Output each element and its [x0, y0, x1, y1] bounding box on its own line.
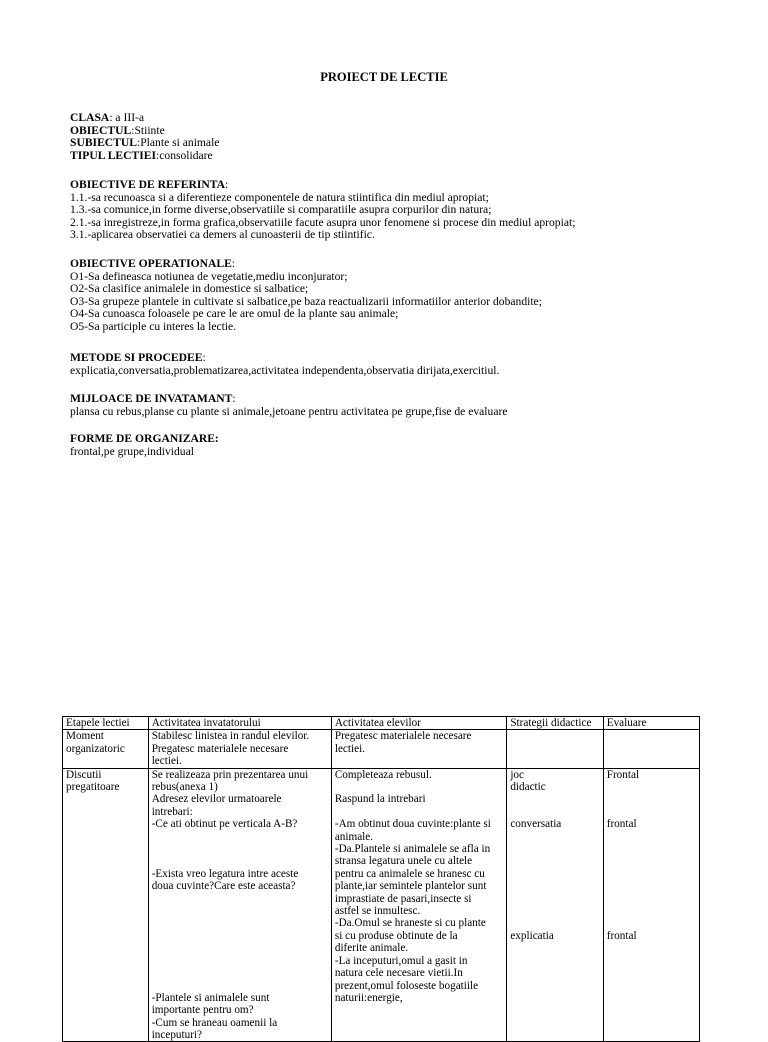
cell-line: [607, 868, 696, 880]
cell-line: [510, 831, 599, 843]
section-obiective-referinta: [70, 179, 730, 242]
list-item: O1-Sa defineasca notiunea de vegetatie,mediu inconjurator;: [70, 269, 348, 283]
cell-line: natura cele necesare vietii.In: [334, 967, 463, 980]
header-evaluare: Evaluare: [603, 717, 699, 730]
cell-students: [331, 730, 506, 768]
cell-line: [607, 855, 696, 867]
cell-line: [607, 880, 696, 892]
list-item: 3.1.-aplicarea observatiei ca demers al cunoasterii de tip stiintific.: [70, 228, 375, 241]
section-heading: OBIECTIVE DE REFERINTA:: [70, 178, 229, 191]
cell-line: Adresez elevilor urmatoarele: [151, 793, 282, 806]
cell-line: [510, 917, 599, 929]
cell-line: [152, 930, 328, 942]
cell-line: [607, 905, 696, 917]
cell-line: -Plantele si animalele sunt: [151, 991, 270, 1004]
cell-line: -La inceputuri,omul a gasit in: [334, 954, 468, 967]
cell-line: -Da.Plantele si animalele se afla in: [334, 843, 491, 856]
cell-line: [607, 793, 696, 805]
cell-line: astfel se inmultesc.: [334, 905, 421, 918]
cell-line: [510, 806, 599, 818]
cell-line: [510, 905, 599, 917]
cell-line: [335, 781, 503, 793]
cell-line: [335, 806, 503, 818]
cell-eval: [603, 768, 699, 1042]
cell-line: [152, 843, 328, 855]
cell-line: Frontal: [606, 768, 640, 781]
cell-line: [510, 880, 599, 892]
cell-line: -Cum se hraneau oamenii la: [151, 1016, 278, 1029]
cell-line: si cu produse obtinute de la: [334, 929, 458, 942]
cell-line: Pregatesc materialele necesare: [334, 730, 472, 743]
list-item: O2-Sa clasifice animalele in domestice si salbatice;: [70, 282, 309, 295]
cell-line: [510, 868, 599, 880]
cell-line: stransa legatura unele cu altele: [334, 855, 473, 868]
cell-strategy: [507, 768, 603, 1042]
info-obiectul: OBIECTUL:Stiinte: [70, 123, 165, 137]
cell-line: [510, 893, 599, 905]
cell-teacher: [148, 768, 331, 1042]
cell-line: frontal: [606, 929, 637, 942]
cell-line: [607, 806, 696, 818]
cell-line: [510, 855, 599, 867]
cell-line: [607, 893, 696, 905]
cell-line: [152, 967, 328, 979]
cell-line: [152, 955, 328, 967]
cell-line: joc: [510, 768, 524, 781]
cell-line: [152, 917, 328, 929]
cell-line: Raspund la intrebari: [334, 793, 426, 806]
section-text: explicatia,conversatia,problematizarea,activitatea independenta,observatia dirijata,exercitiul.: [70, 363, 500, 377]
table-row: [63, 768, 700, 1042]
cell-line: Pregatesc materialele necesare: [151, 742, 289, 755]
cell-line: -Ce ati obtinut pe verticala A-B?: [151, 818, 298, 831]
cell-line: organizatoric: [66, 742, 125, 755]
cell-line: [510, 843, 599, 855]
header-strategii: Strategii didactice: [507, 717, 603, 730]
cell-line: Discutii: [66, 768, 102, 781]
cell-line: [152, 855, 328, 867]
cell-line: animale.: [334, 830, 374, 843]
cell-line: [607, 781, 696, 793]
cell-stage: [63, 730, 149, 768]
cell-line: lectiei.: [151, 755, 182, 768]
cell-line: [152, 979, 328, 991]
header-etapele: Etapele lectiei: [63, 717, 149, 730]
cell-line: frontal: [606, 818, 637, 831]
cell-line: explicatia: [510, 929, 554, 942]
cell-line: [152, 905, 328, 917]
info-tipul-lectiei: TIPUL LECTIEI:consolidare: [70, 148, 213, 162]
cell-line: -Exista vreo legatura intre aceste: [151, 867, 299, 880]
lesson-table: [62, 716, 700, 1042]
cell-line: [152, 893, 328, 905]
section-forme: [70, 433, 730, 458]
cell-line: Se realizeaza prin prezentarea unui: [151, 768, 309, 781]
section-mijloace: [70, 393, 730, 418]
cell-line: didactic: [510, 781, 546, 794]
cell-line: -Da.Omul se hraneste si cu plante: [334, 917, 486, 930]
header-activitatea-invatatorului: Activitatea invatatorului: [148, 717, 331, 730]
cell-line: prezent,omul foloseste bogatiile: [334, 979, 479, 992]
cell-line: Moment: [66, 730, 104, 743]
document-title: PROIECT DE LECTIE: [320, 70, 448, 84]
cell-students: [331, 768, 506, 1042]
section-heading: OBIECTIVE OPERATIONALE:: [70, 257, 236, 270]
cell-line: naturii:energie,: [334, 991, 403, 1004]
cell-stage: [63, 768, 149, 1042]
info-subiectul: SUBIECTUL:Plante si animale: [70, 136, 220, 149]
section-obiective-operationale: [70, 258, 730, 333]
cell-line: diferite animale.: [334, 942, 409, 955]
cell-line: Completeaza rebusul.: [334, 768, 432, 781]
section-heading: FORME DE ORGANIZARE:: [70, 432, 219, 445]
section-heading: METODE SI PROCEDEE:: [70, 351, 206, 364]
lesson-info: [70, 112, 730, 162]
section-heading: MIJLOACE DE INVATAMANT:: [70, 392, 236, 405]
list-item: O4-Sa cunoasca foloasele pe care le are omul de la plante sau animale;: [70, 307, 399, 320]
cell-line: [607, 831, 696, 843]
list-item: 2.1.-sa inregistreze,in forma grafica,observatiile facute asupra unor fenomene si procese din mediul apropiat;: [70, 215, 576, 229]
cell-line: [510, 793, 599, 805]
cell-line: rebus(anexa 1): [151, 781, 218, 794]
cell-line: pentru ca animalele se hranesc cu: [334, 867, 485, 880]
info-clasa: CLASA: a III-a: [70, 111, 145, 124]
cell-line: inceputuri?: [151, 1028, 203, 1041]
list-item: 1.3.-sa comunice,in forme diverse,observatiile si comparatiile asupra corpurilor din natura;: [70, 203, 492, 216]
list-item: O5-Sa participle cu interes la lectie.: [70, 319, 237, 333]
cell-line: conversatia: [510, 818, 562, 831]
cell-line: doua cuvinte?Care este aceasta?: [151, 880, 296, 893]
cell-line: [152, 831, 328, 843]
header-activitatea-elevilor: Activitatea elevilor: [331, 717, 506, 730]
list-item: O3-Sa grupeze plantele in cultivate si salbatice,pe baza reactualizarii informatiilor anterior dobandite;: [70, 294, 542, 308]
cell-teacher: [148, 730, 331, 768]
cell-line: [607, 843, 696, 855]
cell-line: importante pentru om?: [151, 1004, 254, 1017]
cell-strategy: [507, 730, 603, 768]
cell-line: imprastiate de pasari,insecte si: [334, 892, 472, 905]
list-item: 1.1.-sa recunoasca si a diferentieze componentele de natura stiintifica din mediul apropiat;: [70, 190, 489, 204]
cell-line: lectiei.: [334, 742, 365, 755]
cell-line: -Am obtinut doua cuvinte:plante si: [334, 818, 491, 831]
section-text: frontal,pe grupe,individual: [70, 444, 194, 458]
section-text: plansa cu rebus,planse cu plante si animale,jetoane pentru activitatea pe grupe,fise de evaluare: [70, 404, 508, 418]
cell-line: Stabilesc linistea in randul elevilor.: [151, 730, 310, 743]
cell-eval: [603, 730, 699, 768]
cell-line: pregatitoare: [66, 781, 120, 794]
cell-line: [152, 942, 328, 954]
table-row: [63, 730, 700, 768]
section-metode: [70, 352, 730, 377]
cell-line: [607, 917, 696, 929]
cell-line: plante,iar semintele plantelor sunt: [334, 880, 487, 893]
cell-line: intrebari:: [151, 805, 193, 818]
table-header-row: [63, 717, 700, 730]
